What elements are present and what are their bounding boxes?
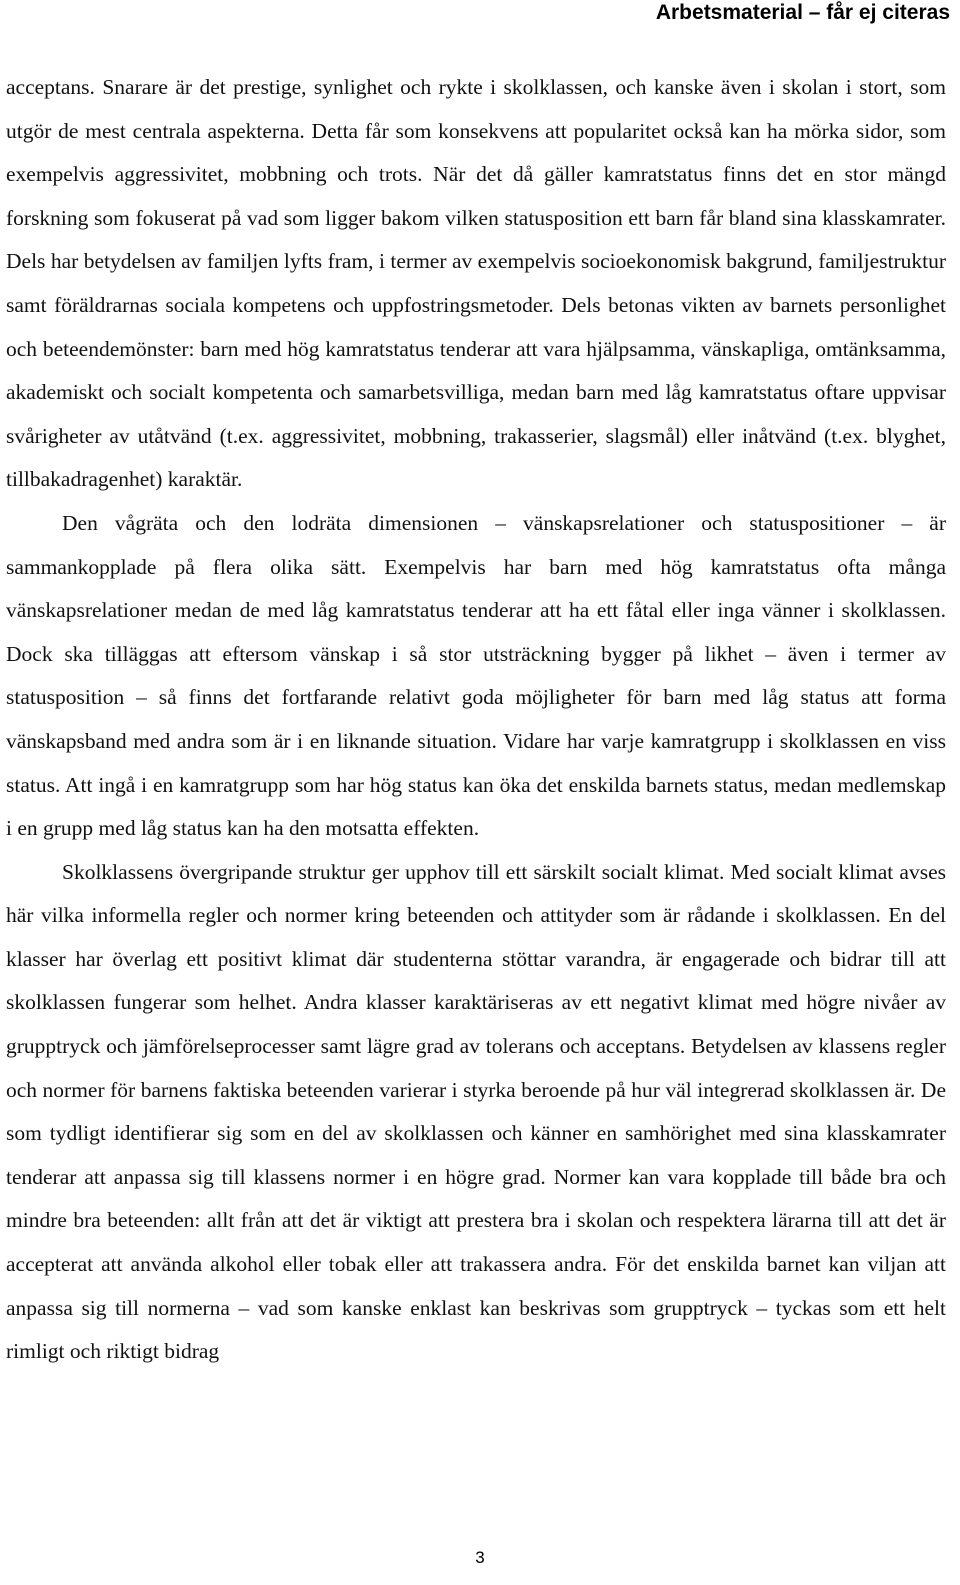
page-number: 3 [475, 1548, 485, 1567]
running-header: Arbetsmaterial – får ej citeras [655, 1, 950, 24]
paragraph-3: Skolklassens övergripande struktur ger upphov till ett särskilt socialt klimat. Med socialt klimat avses här vilka informella regler och normer kring beteenden och attityder som är rådande i skolklassen. En del klasser har överlag ett positivt klimat där studenterna stöttar varandra, är engagerade och bidrar till att skolklassen fungerar som helhet. Andra klasser karaktäriseras av ett negativt klimat med högre nivåer av grupptryck och jämförelseprocesser samt lägre grad av tolerans och acceptans. Betydelsen av klassens regler och normer för barnens faktiska beteenden varierar i styrka beroende på hur väl integrerad skolklassen är. De som tydligt identifierar sig som en del av skolklassen och känner en samhörighet med sina klasskamrater tenderar att anpassa sig till klassens normer i en högre grad. Normer kan vara kopplade till både bra och mindre bra beteenden: allt från att det är viktigt att prestera bra i skolan och respektera lärarna till att det är accepterat att använda alkohol eller tobak eller att trakassera andra. För det enskilda barnet kan viljan att anpassa sig till normerna – vad som kanske enklast kan beskrivas som grupptryck – tyckas som ett helt rimligt och riktigt bidrag [6, 859, 946, 1364]
paragraph-2: Den vågräta och den lodräta dimensionen – vänskapsrelationer och statuspositioner – är sammankopplade på flera olika sätt. Exempelvis har barn med hög kamratstatus ofta många vänskapsrelationer medan de med låg kamratstatus tenderar att ha ett fåtal eller inga vänner i skolklassen. Dock ska tilläggas att eftersom vänskap i så stor utsträckning bygger på likhet – även i termer av statusposition – så finns det fortfarande relativt goda möjligheter för barn med låg status att forma vänskapsband med andra som är i en liknande situation. Vidare har varje kamratgrupp i skolklassen en viss status. Att ingå i en kamratgrupp som har hög status kan öka det enskilda barnets status, medan medlemskap i en grupp med låg status kan ha den motsatta effekten. [6, 510, 946, 841]
document-body [6, 66, 946, 1374]
paragraph-1: acceptans. Snarare är det prestige, synlighet och rykte i skolklassen, och kanske även i skolan i stort, som utgör de mest centrala aspekterna. Detta får som konsekvens att popularitet också kan ha mörka sidor, som exempelvis aggressivitet, mobbning och trots. När det då gäller kamratstatus finns det en stor mängd forskning som fokuserat på vad som ligger bakom vilken statusposition ett barn får bland sina klasskamrater. Dels har betydelsen av familjen lyfts fram, i termer av exempelvis socioekonomisk bakgrund, familjestruktur samt föräldrarnas sociala kompetens och uppfostringsmetoder. Dels betonas vikten av barnets personlighet och beteendemönster: barn med hög kamratstatus tenderar att vara hjälpsamma, vänskapliga, omtänksamma, akademiskt och socialt kompetenta och samarbetsvilliga, medan barn med låg kamratstatus oftare uppvisar svårigheter av utåtvänd (t.ex. aggressivitet, mobbning, trakasserier, slagsmål) eller inåtvänd (t.ex. blyghet, tillbakadragenhet) karaktär. [6, 75, 946, 492]
